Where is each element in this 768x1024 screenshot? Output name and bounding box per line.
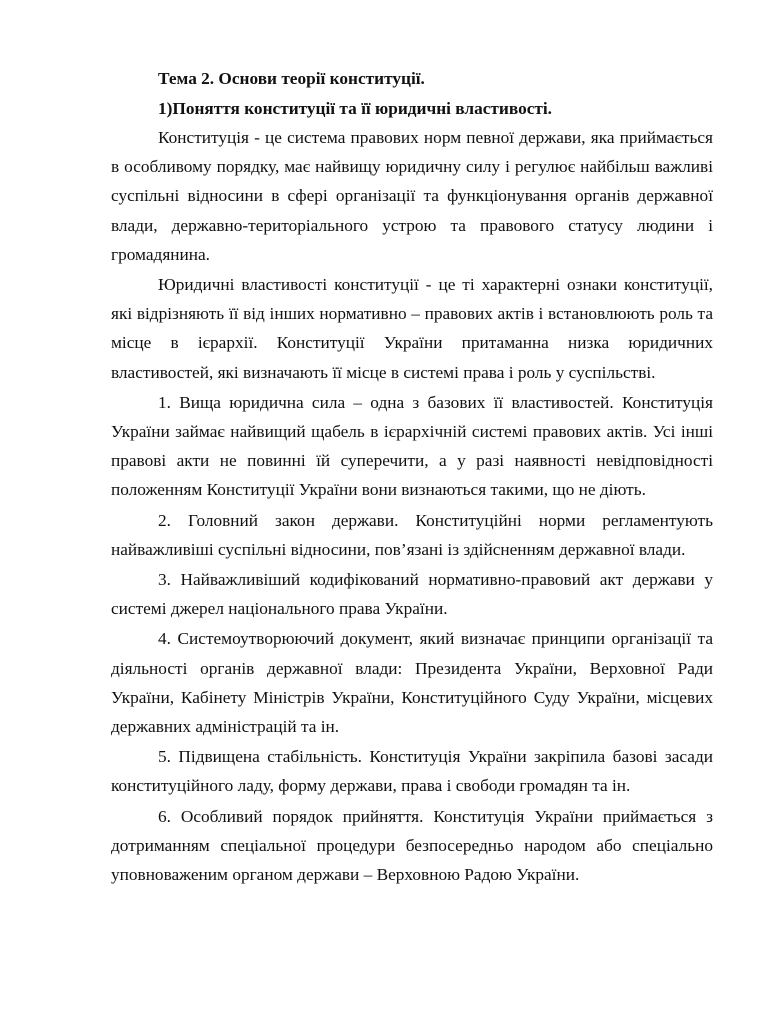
list-item-increased-stability: 5. Підвищена стабільність. Конституція України закріпила базові засади конституційного ладу, форму держави, права і свободи громадян та ін. bbox=[111, 747, 713, 796]
paragraph-legal-properties: Юридичні властивості конституції - це ті характерні ознаки конституції, які відрізняють її від інших нормативно – правових актів і встановлюють роль та місце в ієрархії. Конституції України притаманна низка юридичних властивостей, які визначають її місце в системі права і роль у суспільстві. bbox=[111, 275, 713, 382]
list-item-main-law: 2. Головний закон держави. Конституційні норми регламентують найважливіші суспільні відносини, пов’язані із здійсненням державної влади. bbox=[111, 510, 713, 559]
list-item-system-forming-document: 4. Системоутворюючий документ, який визначає принципи організації та діяльності органів державної влади: Президента України, Верховної Ради України, Кабінету Міністрів України, Конституційного Суду України, місцевих державних адміністрацій та ін. bbox=[111, 629, 713, 737]
document-page bbox=[111, 64, 713, 889]
list-item-special-adoption-procedure: 6. Особливий порядок прийняття. Конституція України приймається з дотриманням спеціальної процедури безпосередньо народом або спеціально уповноваженим органом держави – Верховною Радою України. bbox=[111, 806, 713, 885]
list-item-codified-act: 3. Найважливіший кодифікований нормативно-правовий акт держави у системі джерел національного права України. bbox=[111, 570, 713, 619]
paragraph-constitution-definition: Конституція - це система правових норм певної держави, яка приймається в особливому порядку, має найвищу юридичну силу і регулює найбільш важливі суспільні відносини в сфері організації та функціонування органів державної влади, державно-територіального устрою та правового статусу людини і громадянина. bbox=[111, 128, 713, 264]
list-item-supreme-legal-force: 1. Вища юридична сила – одна з базових її властивостей. Конституція України займає найвищий щабель в ієрархічній системі правових актів. Усі інші правові акти не повинні їй суперечити, а у разі наявності невідповідності положенням Конституції України вони визнаються такими, що не діють. bbox=[111, 392, 713, 500]
document-title: Тема 2. Основи теорії конституції. bbox=[158, 69, 425, 88]
section-heading: 1)Поняття конституції та її юридичні властивості. bbox=[158, 98, 553, 118]
